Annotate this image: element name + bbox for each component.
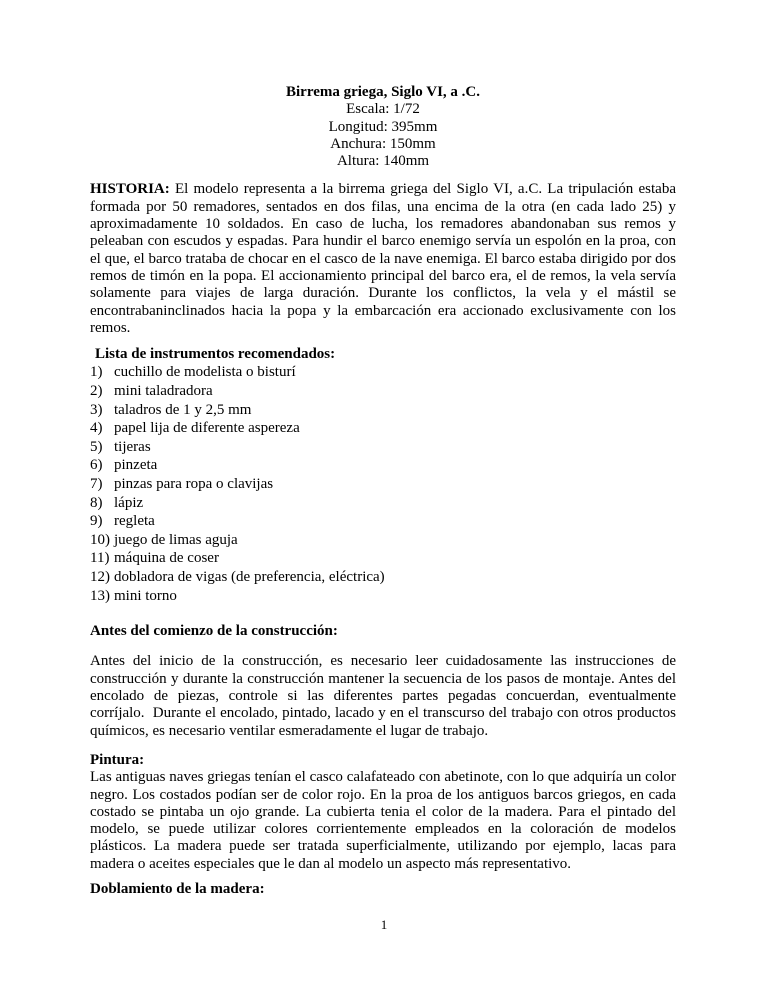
instrument-label: dobladora de vigas (de preferencia, eléctrica) <box>114 568 385 585</box>
instrument-label: taladros de 1 y 2,5 mm <box>114 401 252 418</box>
spec-line: Anchura: 150mm <box>330 135 436 152</box>
document-content <box>90 84 676 898</box>
instrument-label: tijeras <box>114 438 151 455</box>
instrument-item <box>90 363 676 382</box>
instrument-item <box>90 475 676 494</box>
instrument-item <box>90 401 676 420</box>
doblamiento-heading: Doblamiento de la madera: <box>90 881 265 898</box>
title-block <box>90 84 676 170</box>
instrument-number: 7) <box>90 476 103 493</box>
instrument-number: 2) <box>90 383 103 400</box>
pintura-paragraph: Las antiguas naves griegas tenían el casco calafateado con abetinote, con lo que adquiría un color negro. Los costados podían ser de color rojo. En la proa de los antiguos barcos griegos, en cada costado se pintaba un ojo grande. La cubierta tenia el color de la madera. Para el pintado del modelo, se puede utilizar colores corrientemente empleados en la coloración de modelos plásticos. La madera puede ser tratada superficialmente, utilizando por ejemplo, lacas para madera o aceites especiales que le dan al modelo un aspecto más representativo. <box>90 769 676 872</box>
spec-lines <box>90 101 676 170</box>
before-construction-paragraph: Antes del inicio de la construcción, es necesario leer cuidadosamente las instrucciones de construcción y durante la construcción mantener la secuencia de los pasos de montaje. Antes del encolado de piezas, controle si las diferentes partes pegadas concuerdan, eventualmente corríjalo. Durante el encolado, pintado, lacado y en el transcurso del trabajo con otros productos químicos, es necesario ventilar esmeradamente el lugar de trabajo. <box>90 653 676 739</box>
instrument-item <box>90 568 676 587</box>
instrument-list <box>90 363 676 605</box>
instrument-label: pinzeta <box>114 457 158 474</box>
instrument-label: mini taladradora <box>114 383 213 400</box>
instrument-label: lápiz <box>114 494 144 511</box>
instrument-label: juego de limas aguja <box>114 531 238 548</box>
instrument-number: 1) <box>90 364 103 381</box>
instrument-label: mini torno <box>114 587 177 604</box>
instrument-number: 5) <box>90 438 103 455</box>
historia-label: HISTORIA: <box>90 181 170 198</box>
before-construction-heading: Antes del comienzo de la construcción: <box>90 623 338 640</box>
historia-paragraph <box>90 181 676 337</box>
instrument-number: 3) <box>90 401 103 418</box>
instrument-number: 6) <box>90 457 103 474</box>
instrument-number: 12) <box>90 568 110 585</box>
instrument-item <box>90 587 676 606</box>
spec-line: Escala: 1/72 <box>346 101 420 118</box>
instrument-label: máquina de coser <box>114 550 219 567</box>
instrument-number: 11) <box>90 550 110 567</box>
instrument-number: 10) <box>90 531 110 548</box>
historia-text: El modelo representa a la birrema griega del Siglo VI, a.C. La tripulación estaba formada por 50 remadores, sentados en dos filas, una encima de la otra (en cada lado 25) y aproximadamente 10 soldados. En caso de lucha, los remadores abandonaban sus remos y peleaban con escudos y espadas. Para hundir el barco enemigo servía un espolón en la proa, con el que, el barco trataba de chocar en el casco de la nave enemiga. El barco estaba dirigido por dos remos de timón en la popa. El accionamiento principal del barco era, el de remos, la vela servía solamente para viajes de larga duración. Durante los conflictos, la vela y el mástil se encontrabaninclinados hacia la popa y la embarcación era accionado exclusivamente con los remos. <box>90 181 676 336</box>
instrument-number: 8) <box>90 494 103 511</box>
instrument-item <box>90 419 676 438</box>
instrument-label: papel lija de diferente aspereza <box>114 420 300 437</box>
instrument-number: 9) <box>90 513 103 530</box>
instrument-item <box>90 549 676 568</box>
spec-line: Longitud: 395mm <box>328 118 438 135</box>
instrument-label: regleta <box>114 513 155 530</box>
instrument-item <box>90 531 676 550</box>
instruments-heading: Lista de instrumentos recomendados: <box>95 346 336 363</box>
spec-line: Altura: 140mm <box>336 153 430 170</box>
document-title: Birrema griega, Siglo VI, a .C. <box>285 84 480 100</box>
page-number: 1 <box>380 917 388 932</box>
instrument-label: cuchillo de modelista o bisturí <box>114 364 296 381</box>
instrument-item <box>90 456 676 475</box>
pintura-heading: Pintura: <box>90 751 145 768</box>
instrument-number: 13) <box>90 587 110 604</box>
instrument-label: pinzas para ropa o clavijas <box>114 476 274 493</box>
instrument-item <box>90 382 676 401</box>
instrument-item <box>90 438 676 457</box>
instrument-number: 4) <box>90 420 103 437</box>
instrument-item <box>90 512 676 531</box>
instrument-item <box>90 494 676 513</box>
